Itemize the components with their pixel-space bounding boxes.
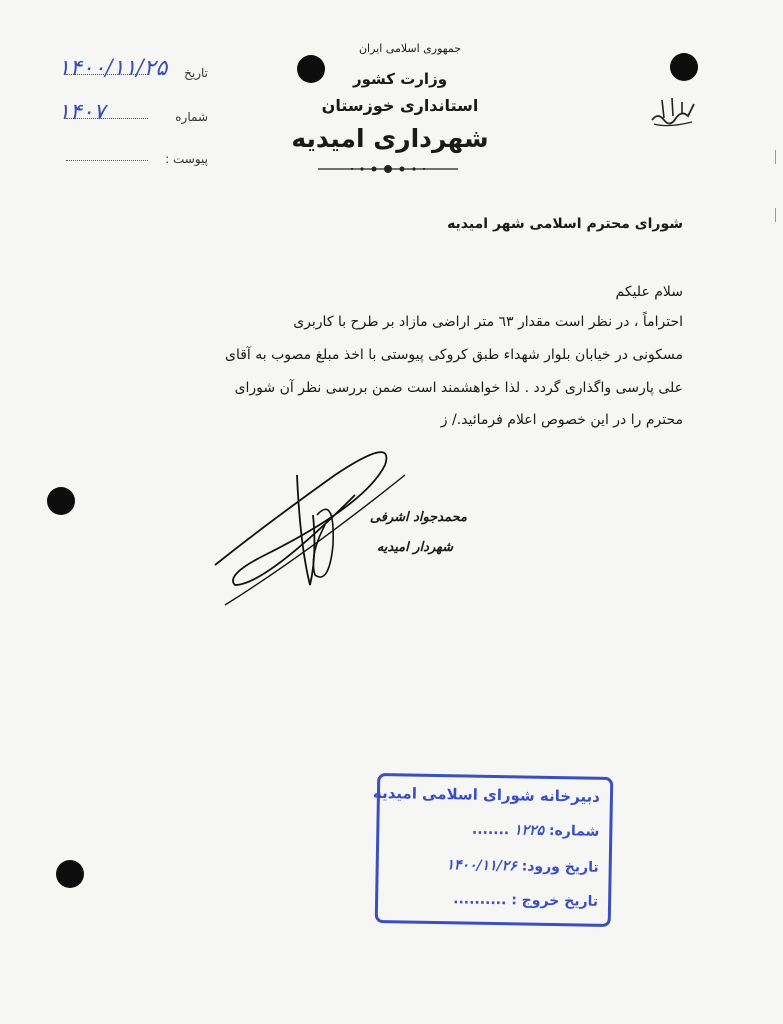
secretariat-stamp xyxy=(372,773,614,927)
stamp-exit-row xyxy=(453,891,598,910)
letterhead-country: جمهوری اسلامی ایران xyxy=(358,42,462,55)
attachment-label: پیوست : xyxy=(165,152,208,166)
stamp-number-label: شماره: xyxy=(548,822,600,840)
margin-mark xyxy=(775,208,776,222)
body-line: علی پارسی واگذاری گردد . لذا خواهشمند است ضمن بررسی نظر آن شورای xyxy=(234,380,683,396)
stamp-title: دبیرخانه شورای اسلامی امیدیه xyxy=(372,783,601,806)
stamp-number-value: ۱۲۲۵ xyxy=(513,822,545,839)
punch-hole-middle xyxy=(47,487,75,515)
body-line: محترم را در این خصوص اعلام فرمائید./ ز xyxy=(440,412,683,428)
stamp-number-dots: ....... xyxy=(471,821,510,839)
date-value: ۱۴۰۰/۱۱/۲۵ xyxy=(58,56,168,81)
margin-mark xyxy=(775,150,776,164)
letterhead-municipality: شهرداری امیدیه xyxy=(291,124,489,153)
stamp-entry-label: تاریخ ورود: xyxy=(521,858,599,876)
stamp-exit-label: تاریخ خروج : xyxy=(511,892,599,910)
number-field xyxy=(58,100,208,130)
ornament-divider-icon xyxy=(318,162,458,176)
signatory-title: شهردار امیدیه xyxy=(376,540,453,555)
stamp-entry-value: ۱۴۰۰/۱۱/۲۶ xyxy=(446,857,517,875)
date-field xyxy=(58,56,208,86)
attachment-dotted-line xyxy=(66,160,148,161)
punch-hole-top-right xyxy=(670,53,698,81)
body-line: احتراماً ، در نظر است مقدار ٦٣ متر اراضی مازاد بر طرح با کاربری xyxy=(293,314,683,330)
punch-hole-bottom xyxy=(56,860,84,888)
stamp-number-row xyxy=(472,822,600,840)
number-value: ۱۴۰۷ xyxy=(58,100,106,125)
letterhead-ministry: وزارت کشور xyxy=(352,70,448,88)
body-line: مسکونی در خیابان بلوار شهداء طبق کروکی پیوستی با اخذ مبلغ مصوب به آقای xyxy=(224,347,683,363)
greeting: سلام علیکم xyxy=(615,284,683,300)
bismillah-calligraphy-icon xyxy=(648,90,698,130)
stamp-exit-dots: .......... xyxy=(453,891,507,909)
signatory-name: محمدجواد اشرفی xyxy=(369,510,467,525)
number-label: شماره xyxy=(175,110,208,124)
stamp-entry-row xyxy=(446,857,599,876)
attachment-field xyxy=(58,146,208,172)
recipient: شورای محترم اسلامی شهر امیدیه xyxy=(447,216,683,232)
letterhead-governorate: استانداری خوزستان xyxy=(321,96,479,115)
date-label: تاریخ xyxy=(184,66,208,80)
